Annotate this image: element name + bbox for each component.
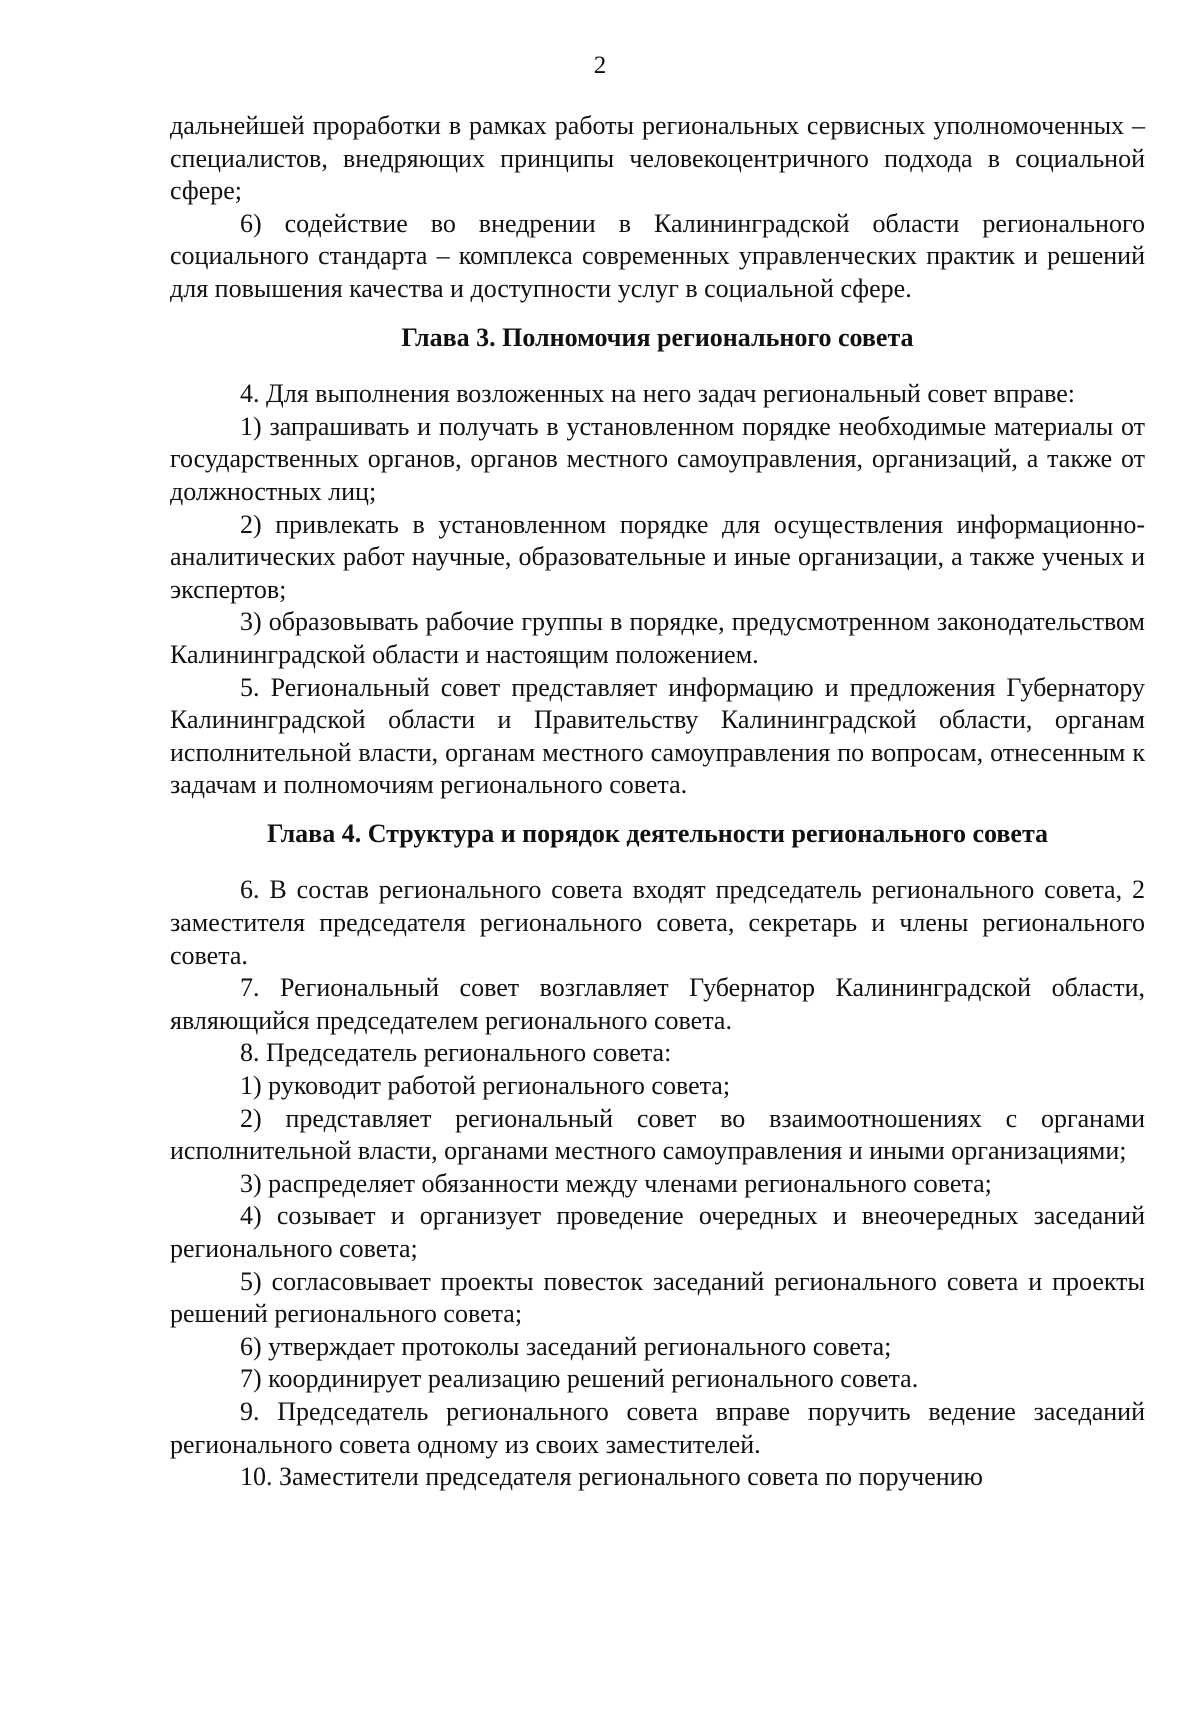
chapter-3-heading: Глава 3. Полномочия регионального совета [401, 322, 914, 352]
paragraph-9: 9. Председатель регионального совета вправе поручить ведение заседаний регионального совета одному из своих заместителей. [170, 1396, 1145, 1459]
paragraph-8-item-5: 5) согласовывает проекты повесток заседаний регионального совета и проекты решений регионального совета; [170, 1266, 1145, 1329]
paragraph-8: 8. Председатель регионального совета: [240, 1038, 672, 1068]
paragraph-4: 4. Для выполнения возложенных на него задач региональный совет вправе: [240, 379, 1076, 409]
paragraph-8-item-4: 4) созывает и организует проведение очередных и внеочередных заседаний регионального совета; [170, 1201, 1145, 1263]
paragraph-7: 7. Региональный совет возглавляет Губернатор Калининградской области, являющийся председателем регионального совета. [170, 973, 1145, 1035]
paragraph-item-6: 6) содействие во внедрении в Калининградской области регионального социального стандарта – комплекса современных управленческих практик и решений для повышения качества и доступности услуг в социальной сфере. [170, 208, 1145, 303]
paragraph-4-item-2: 2) привлекать в установленном порядке для осуществления информационно-аналитических работ научные, образовательные и иные организации, а также ученых и экспертов; [170, 509, 1145, 604]
paragraph-4-item-1: 1) запрашивать и получать в установленном порядке необходимые материалы от государственных органов, органов местного самоуправления, организаций, а также от должностных лиц; [170, 411, 1145, 506]
paragraph-8-item-1: 1) руководит работой регионального совета; [240, 1071, 731, 1101]
paragraph-8-item-7: 7) координирует реализацию решений регионального совета. [240, 1364, 919, 1394]
page-number: 2 [593, 52, 607, 79]
paragraph-8-item-3: 3) распределяет обязанности между членами регионального совета; [240, 1168, 992, 1198]
document-body [170, 110, 1145, 1494]
paragraph-continuation: дальнейшей проработки в рамках работы региональных сервисных уполномоченных – специалистов, внедряющих принципы человекоцентричного подхода в социальной сфере; [170, 111, 1145, 206]
paragraph-8-item-6: 6) утверждает протоколы заседаний регионального совета; [240, 1331, 892, 1361]
chapter-4-heading: Глава 4. Структура и порядок деятельности регионального совета [266, 818, 1049, 848]
paragraph-10: 10. Заместители председателя регионального совета по поручению [240, 1462, 983, 1492]
paragraph-5: 5. Региональный совет представляет информацию и предложения Губернатору Калининградской области и Правительству Калининградской области, органам исполнительной власти, органам местного самоуправления по вопросам, отнесенным к задачам и полномочиям регионального совета. [170, 672, 1145, 800]
paragraph-4-item-3: 3) образовывать рабочие группы в порядке, предусмотренном законодательством Калининградской области и настоящим положением. [170, 607, 1145, 669]
paragraph-8-item-2: 2) представляет региональный совет во взаимоотношениях с органами исполнительной власти, органами местного самоуправления и иными организациями; [170, 1103, 1145, 1166]
paragraph-6: 6. В состав регионального совета входят председатель регионального совета, 2 заместителя председателя регионального совета, секретарь и члены регионального совета. [170, 875, 1145, 970]
